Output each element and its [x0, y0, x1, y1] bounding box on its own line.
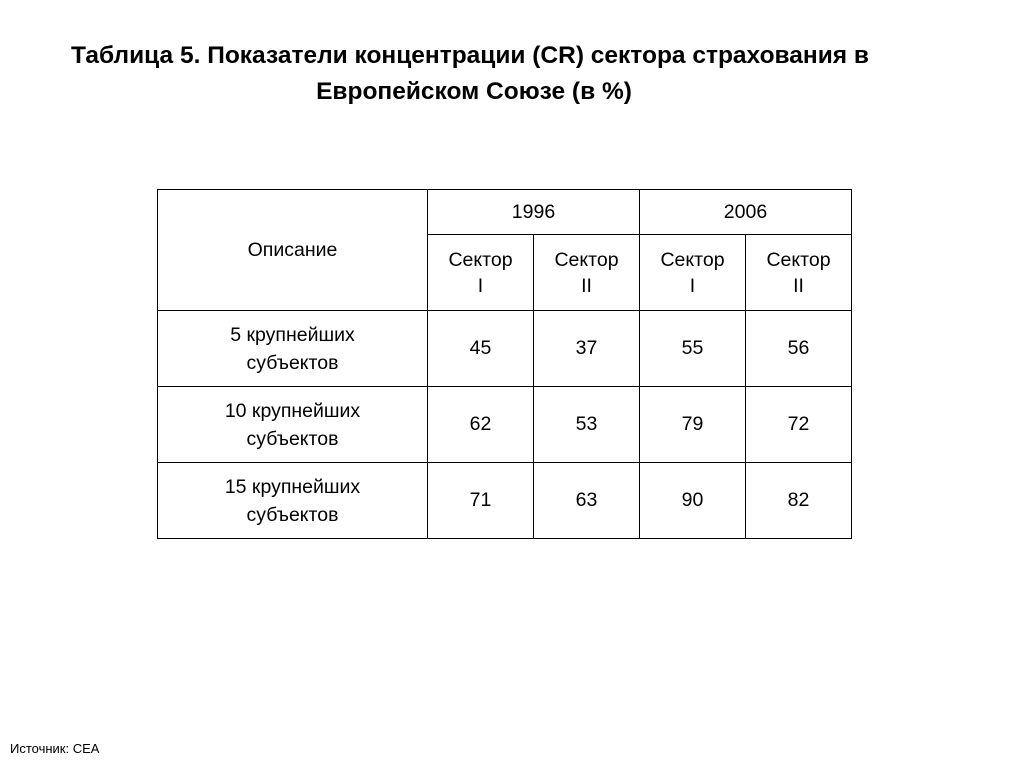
sector-word: Сектор [554, 248, 619, 271]
value-cell: 90 [640, 463, 746, 539]
sector-numeral: II [793, 274, 804, 297]
value-cell: 82 [746, 463, 852, 539]
page-title [0, 38, 940, 110]
concentration-table [157, 189, 852, 539]
title-line-1: Таблица 5. Показатели концентрации (CR) сектора страхования в [71, 42, 869, 69]
source-note: Источник: CEA [10, 741, 100, 756]
row-label-line-2: субъектов [246, 351, 339, 374]
row-label [158, 463, 428, 539]
value-cell: 53 [534, 387, 640, 463]
value-cell: 71 [428, 463, 534, 539]
table-row [158, 463, 852, 539]
sector-header [534, 235, 640, 311]
value-cell: 55 [640, 311, 746, 387]
row-label-line-1: 15 крупнейших [224, 475, 361, 498]
sector-numeral: I [689, 274, 696, 297]
sector-header [428, 235, 534, 311]
row-label [158, 311, 428, 387]
value-cell: 56 [746, 311, 852, 387]
row-label [158, 387, 428, 463]
sector-numeral: I [477, 274, 484, 297]
sector-word: Сектор [448, 248, 513, 271]
value-cell: 45 [428, 311, 534, 387]
row-label-line-2: субъектов [246, 427, 339, 450]
value-cell: 63 [534, 463, 640, 539]
table-row [158, 311, 852, 387]
value-cell: 37 [534, 311, 640, 387]
year-header-2006: 2006 [640, 190, 852, 235]
description-header: Описание [158, 190, 428, 311]
sector-numeral: II [581, 274, 592, 297]
sector-header [746, 235, 852, 311]
table-row [158, 387, 852, 463]
row-label-line-2: субъектов [246, 503, 339, 526]
title-line-2: Европейском Союзе (в %) [316, 78, 632, 105]
year-header-1996: 1996 [428, 190, 640, 235]
sector-word: Сектор [766, 248, 831, 271]
value-cell: 72 [746, 387, 852, 463]
row-label-line-1: 10 крупнейших [224, 399, 361, 422]
value-cell: 79 [640, 387, 746, 463]
value-cell: 62 [428, 387, 534, 463]
sector-word: Сектор [660, 248, 725, 271]
table-header-row-years [158, 190, 852, 235]
sector-header [640, 235, 746, 311]
row-label-line-1: 5 крупнейших [230, 323, 355, 346]
